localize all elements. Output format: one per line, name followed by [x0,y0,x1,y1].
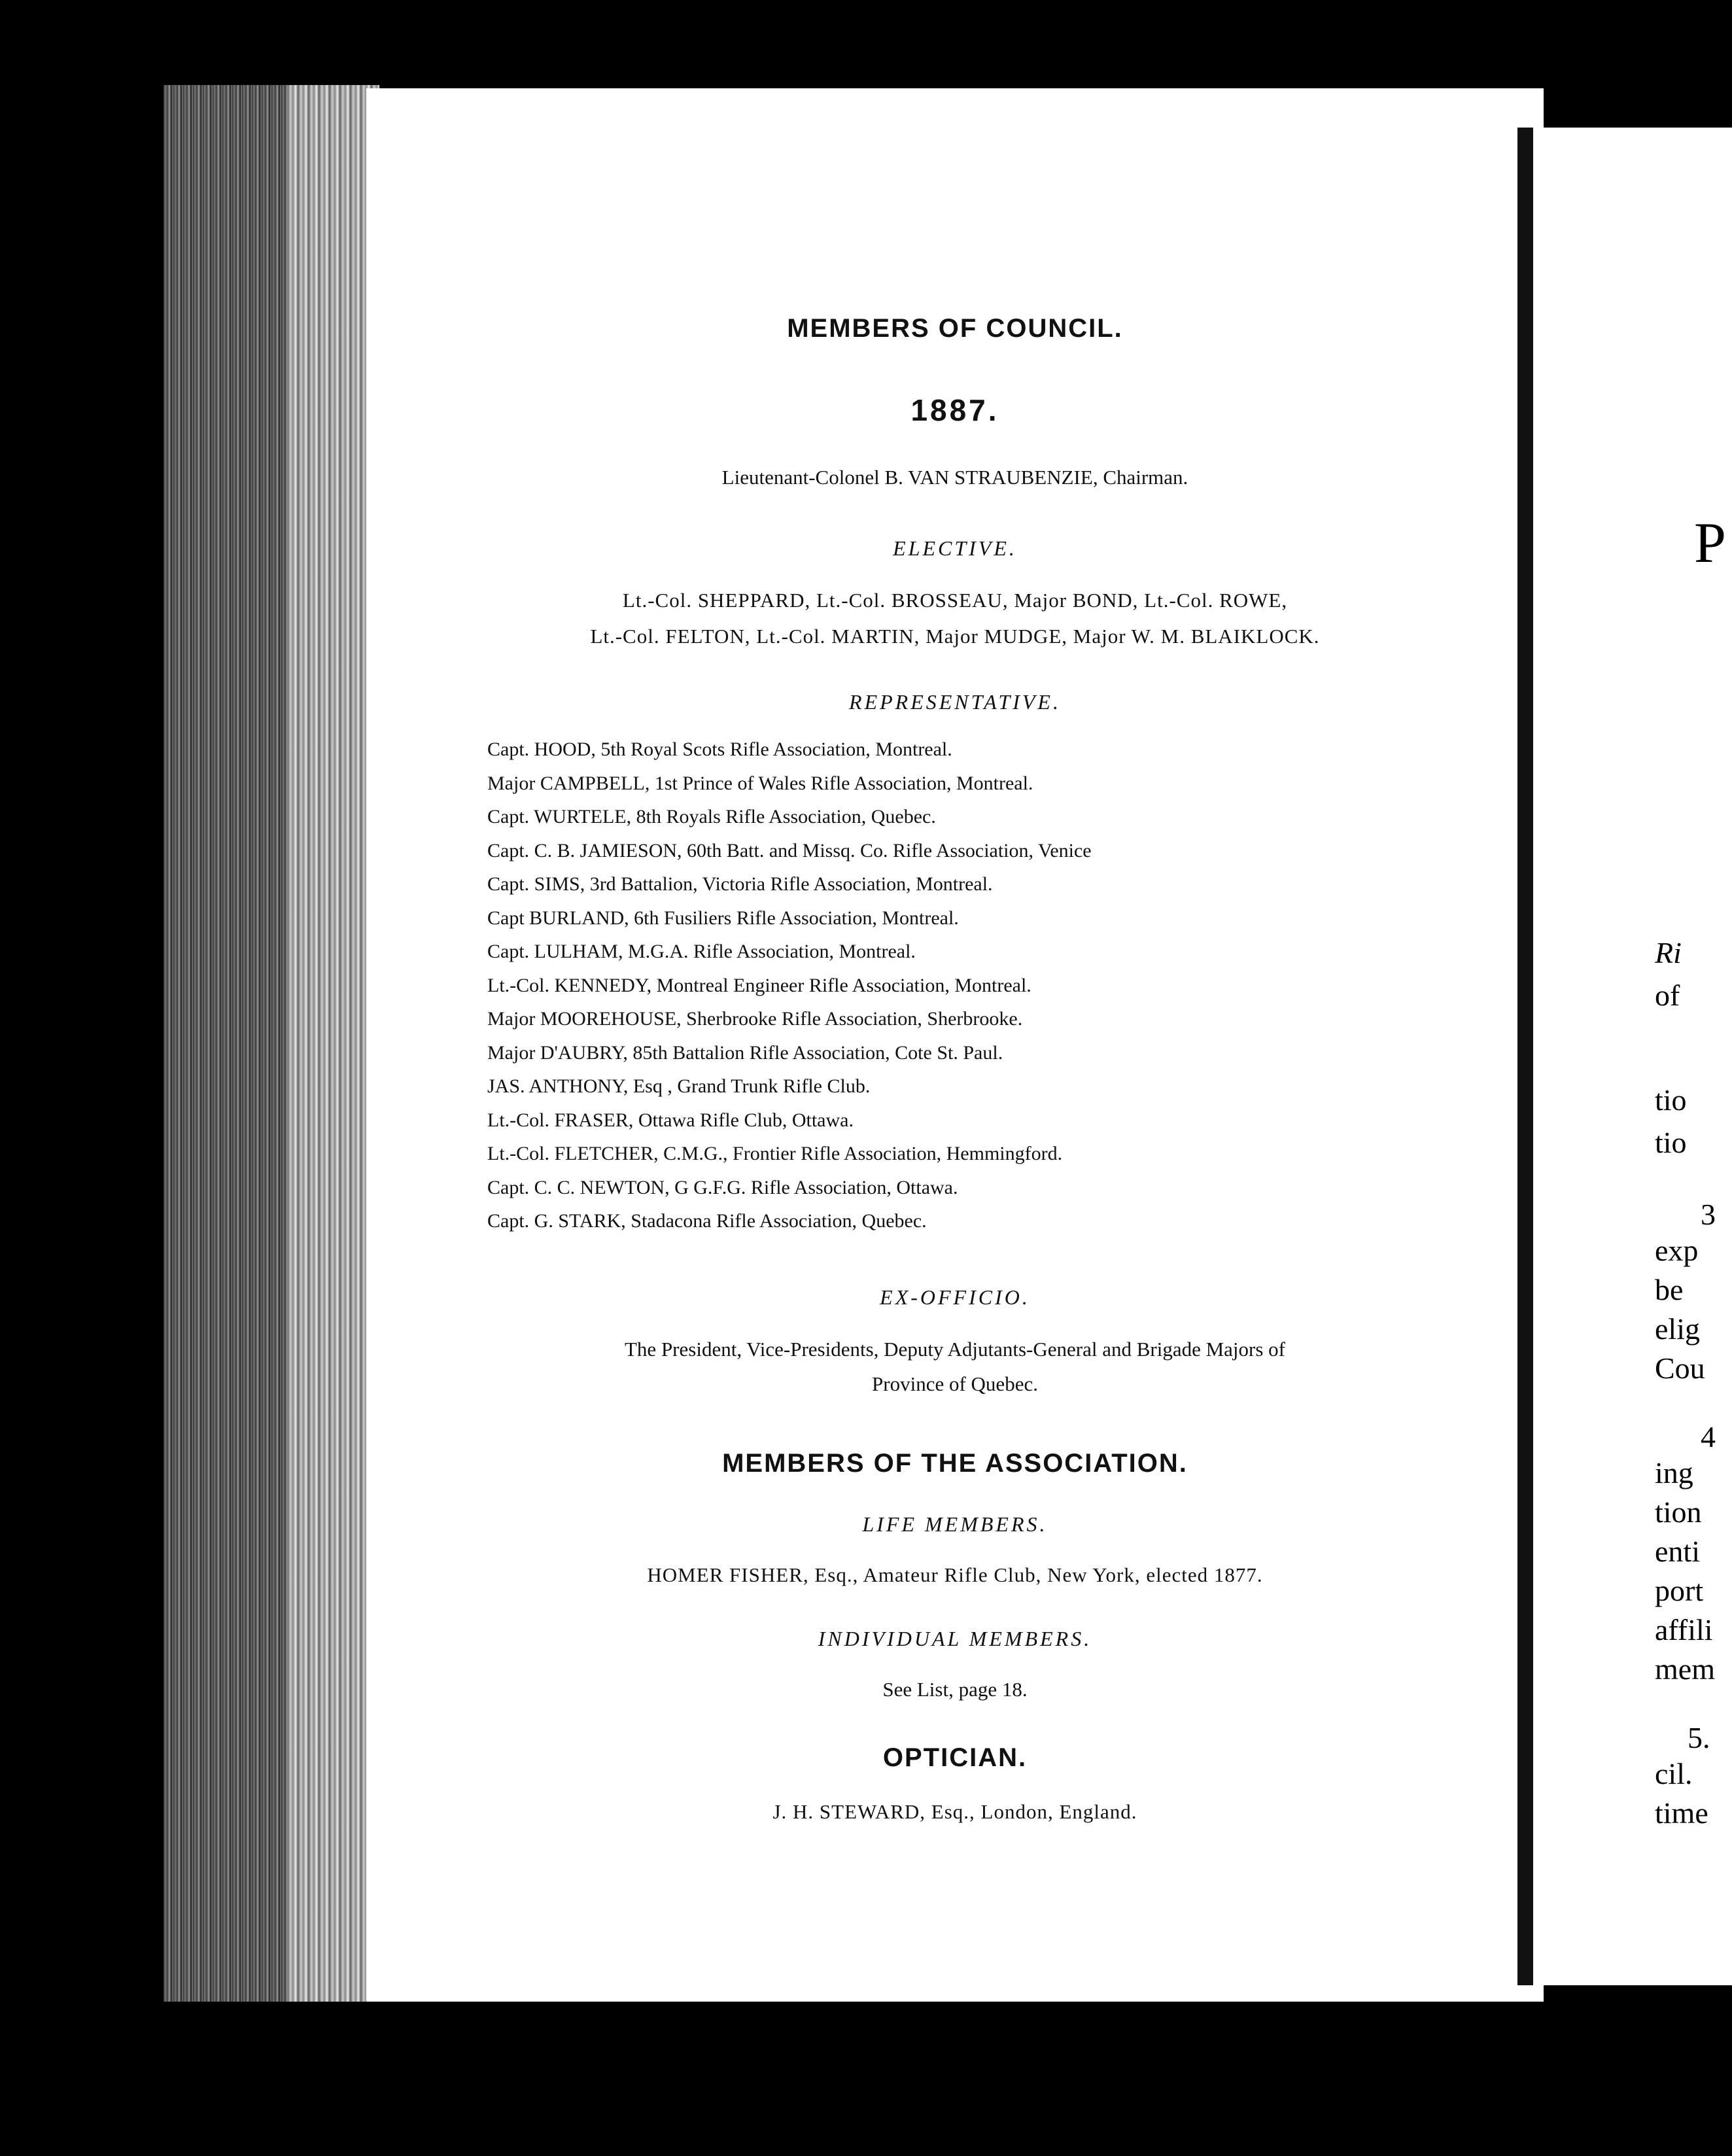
optician-name: J. H. STEWARD, Esq., London, England. [772,1800,1137,1823]
individual-members-note: See List, page 18. [882,1678,1028,1701]
facing-fragment: of [1655,979,1680,1012]
list-item: Lt.-Col. KENNEDY, Montreal Engineer Rifle Association, Montreal. [487,974,1031,996]
life-members-heading: LIFE MEMBERS. [862,1512,1048,1536]
list-item: Lt.-Col. FRASER, Ottawa Rifle Club, Ottawa. [487,1109,854,1131]
ex-officio-line: Province of Quebec. [872,1372,1038,1395]
facing-fragment: tio [1655,1083,1687,1117]
list-item: Capt. C. C. NEWTON, G G.F.G. Rifle Association, Ottawa. [487,1176,958,1198]
elective-heading: ELECTIVE. [893,536,1017,560]
facing-fragment: Cou [1655,1351,1705,1385]
facing-fragment: 5. [1688,1721,1710,1754]
list-item: Capt. WURTELE, 8th Royals Rifle Association, Quebec. [487,806,936,827]
facing-fragment: cil. [1655,1757,1693,1790]
facing-fragment: time [1655,1796,1708,1830]
list-item: Major MOOREHOUSE, Sherbrooke Rifle Association, Sherbrooke. [487,1008,1023,1030]
individual-members-heading: INDIVIDUAL MEMBERS. [818,1627,1092,1650]
facing-large-letter: P [1694,512,1726,575]
list-item: Capt. SIMS, 3rd Battalion, Victoria Rifle Association, Montreal. [487,873,993,895]
facing-fragment: 3 [1701,1198,1716,1231]
facing-fragment: 4 [1701,1420,1716,1453]
optician-heading: OPTICIAN. [882,1743,1028,1772]
ex-officio-heading: EX-OFFICIO. [880,1285,1030,1309]
life-member-line: HOMER FISHER, Esq., Amateur Rifle Club, New York, elected 1877. [647,1563,1263,1586]
facing-fragment: tio [1655,1126,1687,1159]
list-item: Lt.-Col. FLETCHER, C.M.G., Frontier Rifle Association, Hemmingford. [487,1143,1063,1164]
elective-line: Lt.-Col. FELTON, Lt.-Col. MARTIN, Major MUDGE, Major W. M. BLAIKLOCK. [590,625,1320,648]
facing-fragment: ing [1655,1456,1693,1489]
representative-heading: REPRESENTATIVE. [849,690,1061,714]
list-item: Capt. HOOD, 5th Royal Scots Rifle Association, Montreal. [487,739,952,760]
chairman-line: Lieutenant-Colonel B. VAN STRAUBENZIE, Chairman. [721,466,1188,489]
facing-fragment: Ri [1655,936,1682,969]
ex-officio-line: The President, Vice-Presidents, Deputy Adjutants-General and Brigade Majors of [625,1338,1285,1361]
list-item: JAS. ANTHONY, Esq , Grand Trunk Rifle Club. [487,1075,871,1097]
list-item: Capt. LULHAM, M.G.A. Rifle Association, Montreal. [487,941,916,962]
facing-fragment: exp [1655,1234,1699,1267]
list-item: Major CAMPBELL, 1st Prince of Wales Rifle Association, Montreal. [487,772,1033,794]
facing-fragment: be [1655,1273,1684,1306]
facing-fragment: affili [1655,1613,1713,1646]
facing-fragment: elig [1655,1312,1700,1346]
association-heading: MEMBERS OF THE ASSOCIATION. [722,1449,1188,1478]
list-item: Capt. G. STARK, Stadacona Rifle Association, Quebec. [487,1210,927,1232]
list-item: Capt BURLAND, 6th Fusiliers Rifle Association, Montreal. [487,907,959,929]
book-page-edge-inner [288,85,379,2002]
facing-fragment: mem [1655,1652,1715,1686]
representative-list [487,733,1338,1238]
facing-fragment: enti [1655,1535,1700,1568]
list-item: Major D'AUBRY, 85th Battalion Rifle Association, Cote St. Paul. [487,1041,1003,1064]
council-year: 1887. [910,393,999,427]
facing-page [1517,128,1732,1985]
facing-fragment: port [1655,1574,1704,1607]
elective-line: Lt.-Col. SHEPPARD, Lt.-Col. BROSSEAU, Major BOND, Lt.-Col. ROWE, [622,589,1288,612]
facing-fragment: tion [1655,1495,1702,1529]
list-item: Capt. C. B. JAMIESON, 60th Batt. and Missq. Co. Rifle Association, Venice [487,839,1092,861]
council-heading: MEMBERS OF COUNCIL. [787,314,1123,343]
